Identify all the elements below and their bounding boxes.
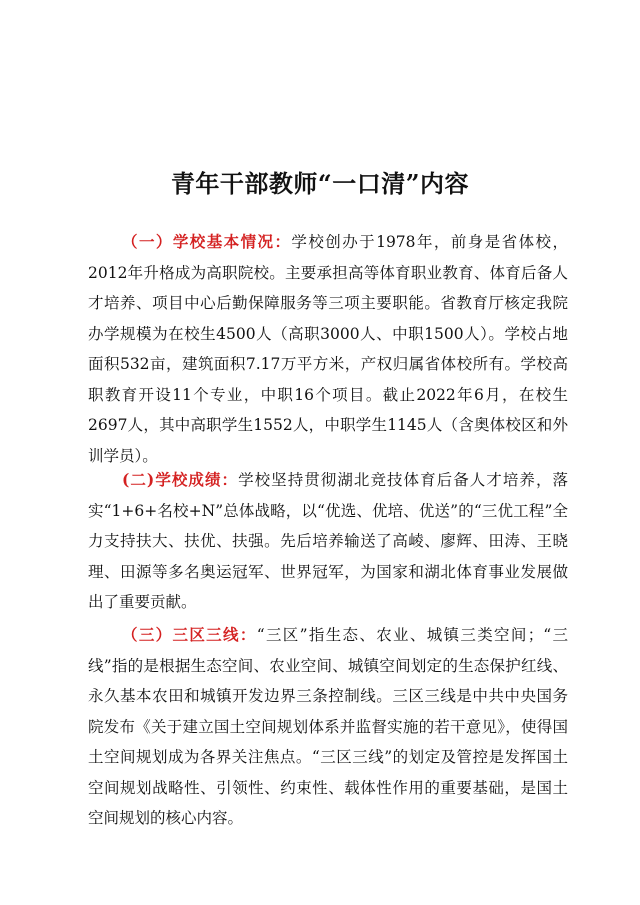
document-title: 青年干部教师“一口清”内容: [170, 169, 470, 198]
section-basic-info: [88, 227, 568, 471]
section-text: “三区”指生态、农业、城镇三类空间；“三线”指的是根据生态空间、农业空间、城镇空间划定的生态保护红线、永久基本农田和城镇开发边界三条控制线。三区三线是中共中央国务院发布《关于建立国土空间规划体系并监督实施的若干意见》，使得国土空间规划成为各界关注焦点。“三区三线”的划定及管控是发挥国土空间规划战略性、引领性、约束性、载体性作用的重要基础，是国土空间规划的核心内容。: [88, 626, 568, 827]
section-heading: （一）学校基本情况：: [122, 232, 292, 251]
section-heading: (二)学校成绩：: [122, 470, 239, 489]
section-achievements: [88, 465, 568, 618]
section-three-zones-three-lines: [88, 620, 568, 834]
section-text: 学校创办于1978年，前身是省体校，2012年升格成为高职院校。主要承担高等体育职业教育、体育后备人才培养、项目中心后勤保障服务等三项主要职能。省教育厅核定我院办学规模为在校生4500人（高职3000人、中职1500人）。学校占地面积532亩，建筑面积7.17万平方米，产权归属省体校所有。学校高职教育开设11个专业，中职16个项目。截止2022年6月，在校生2697人，其中高职学生1552人，中职学生1145人（含奥体校区和外训学员）。: [88, 233, 568, 465]
section-heading: （三）三区三线：: [122, 625, 257, 644]
section-text: 学校坚持贯彻湖北竞技体育后备人才培养，落实“1+6+名校+N”总体战略，以“优选、优培、优送”的“三优工程”全力支持扶大、扶优、扶强。先后培养输送了高崚、廖辉、田涛、王晓理、田源等多名奥运冠军、世界冠军，为国家和湖北体育事业发展做出了重要贡献。: [88, 471, 568, 611]
